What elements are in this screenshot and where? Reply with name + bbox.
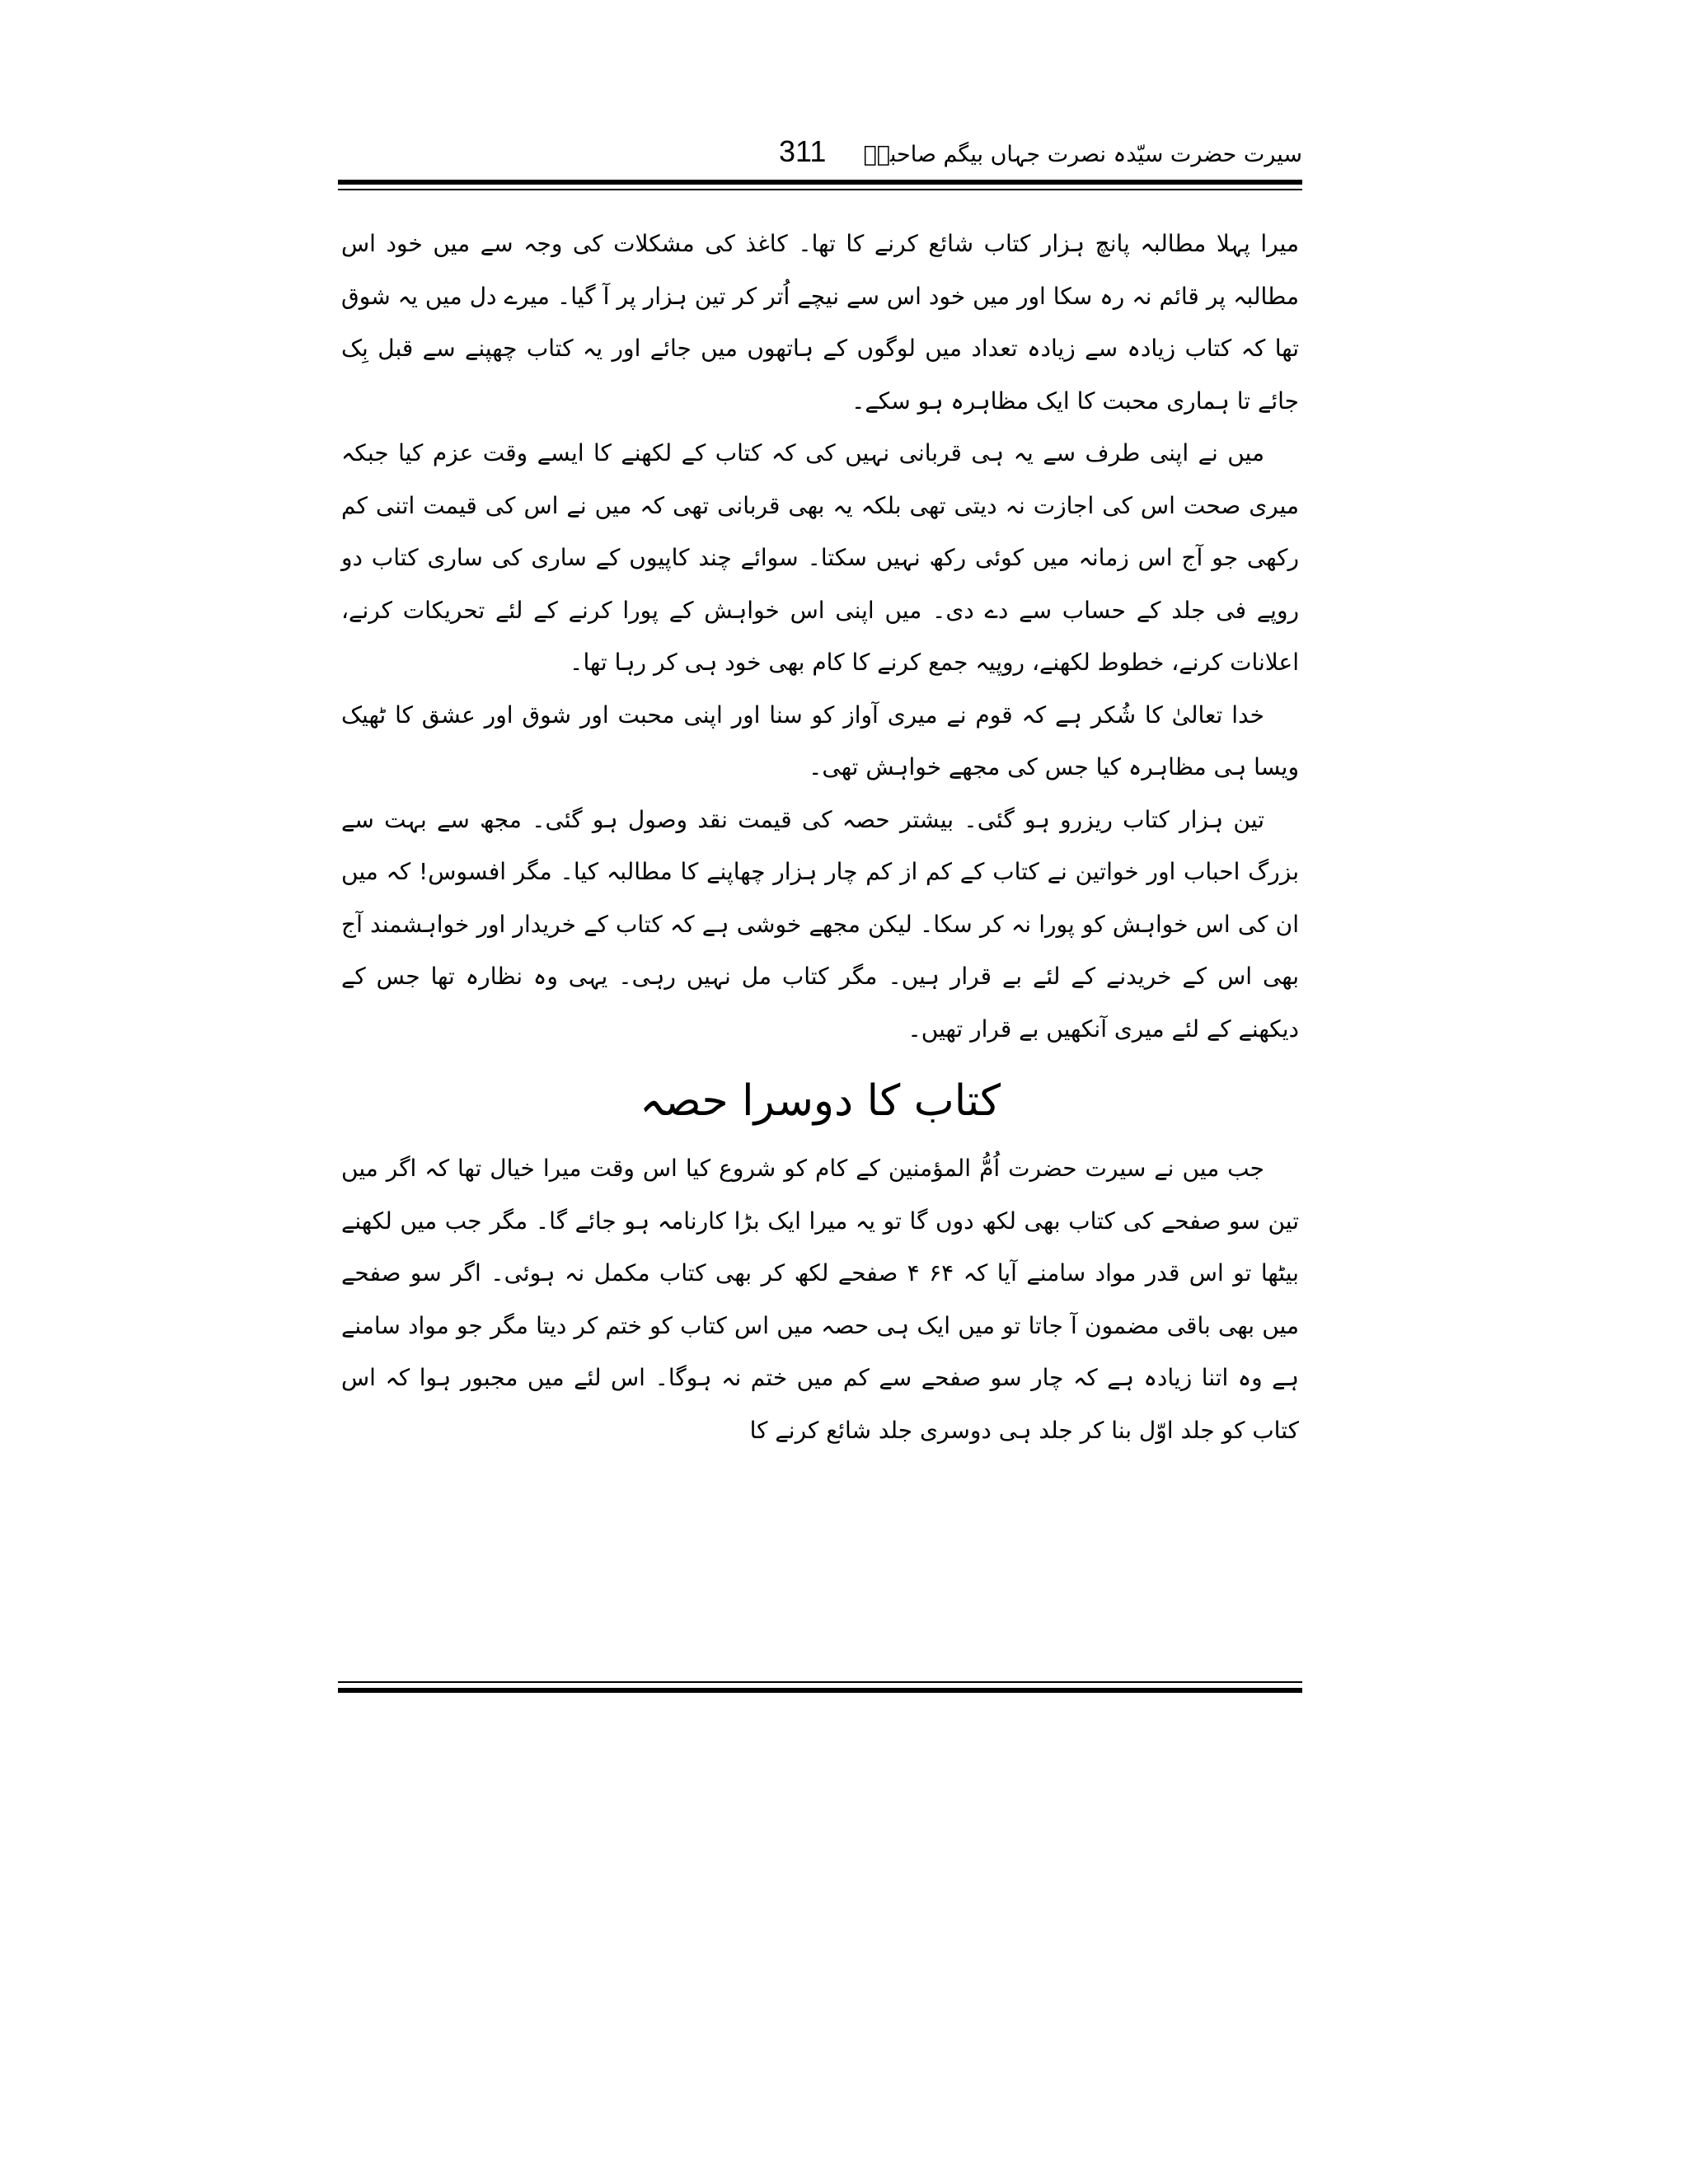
page-number: 311 xyxy=(779,134,827,168)
section-heading: کتاب کا دوسرا حصہ xyxy=(639,1076,1001,1126)
footer-rule-thin xyxy=(338,1681,1302,1683)
paragraph-1: میرا پہلا مطالبہ پانچ ہزار کتاب شائع کرنے کا تھا۔ کاغذ کی مشکلات کی وجہ سے میں خود اس مطالبہ پر قائم نہ رہ سکا اور میں خود اس سے نیچے اُتر کر تین ہزار پر آ گیا۔ میرے دل میں یہ شوق تھا کہ کتاب زیادہ سے زیادہ تعداد میں لوگوں کے ہاتھوں میں جائے اور یہ کتاب چھپنے سے قبل بِک جائے تا ہماری محبت کا ایک مظاہرہ ہو سکے۔ xyxy=(341,230,1299,415)
running-title: سیرت حضرت سیّدہ نصرت جہاں بیگم صاحبہؓ xyxy=(863,142,1302,167)
body-text xyxy=(341,218,1299,1456)
footer-rule-thick xyxy=(338,1688,1302,1693)
paragraph-4: تین ہزار کتاب ریزرو ہو گئی۔ بیشتر حصہ کی قیمت نقد وصول ہو گئی۔ مجھ سے بہت سے بزرگ احباب اور خواتین نے کتاب کے کم از کم چار ہزار چھاپنے کا مطالبہ کیا۔ مگر افسوس! کہ میں ان کی اس خواہش کو پورا نہ کر سکا۔ لیکن مجھے خوشی ہے کہ کتاب کے خریدار اور خواہشمند آج بھی اس کے خریدنے کے لئے بے قرار ہیں۔ مگر کتاب مل نہیں رہی۔ یہی وہ نظارہ تھا جس کے دیکھنے کے لئے میری آنکھیں بے قرار تھیں۔ xyxy=(341,805,1299,1043)
section-paragraph: جب میں نے سیرت حضرت اُمُّ المؤمنین کے کام کو شروع کیا اس وقت میرا خیال تھا کہ اگر میں تین سو صفحے کی کتاب بھی لکھ دوں گا تو یہ میرا ایک بڑا کارنامہ ہو جائے گا۔ مگر جب میں لکھنے بیٹھا تو اس قدر مواد سامنے آیا کہ ۶۴ ۴ صفحے لکھ کر بھی کتاب مکمل نہ ہوئی۔ اگر سو صفحے میں بھی باقی مضمون آ جاتا تو میں ایک ہی حصہ میں اس کتاب کو ختم کر دیتا مگر جو مواد سامنے ہے وہ اتنا زیادہ ہے کہ چار سو صفحے سے کم میں ختم نہ ہوگا۔ اس لئے میں مجبور ہوا کہ اس کتاب کو جلد اوّل بنا کر جلد ہی دوسری جلد شائع کرنے کا xyxy=(341,1155,1299,1444)
header-rule-thick xyxy=(338,180,1302,185)
header-rule-thin xyxy=(338,189,1302,190)
paragraph-2: میں نے اپنی طرف سے یہ ہی قربانی نہیں کی کہ کتاب کے لکھنے کا ایسے وقت عزم کیا جبکہ میری صحت اس کی اجازت نہ دیتی تھی بلکہ یہ بھی قربانی تھی کہ میں نے اس کی قیمت اتنی کم رکھی جو آج اس زمانہ میں کوئی رکھ نہیں سکتا۔ سوائے چند کاپیوں کے ساری کی ساری کتاب دو روپے فی جلد کے حساب سے دے دی۔ میں اپنی اس خواہش کے پورا کرنے کے لئے تحریکات کرنے، اعلانات کرنے، خطوط لکھنے، روپیہ جمع کرنے کا کام بھی خود ہی کر رہا تھا۔ xyxy=(341,439,1299,676)
page-header xyxy=(338,132,1302,178)
paragraph-3: خدا تعالیٰ کا شُکر ہے کہ قوم نے میری آواز کو سنا اور اپنی محبت اور شوق اور عشق کا ٹھیک ویسا ہی مظاہرہ کیا جس کی مجھے خواہش تھی۔ xyxy=(341,701,1299,780)
